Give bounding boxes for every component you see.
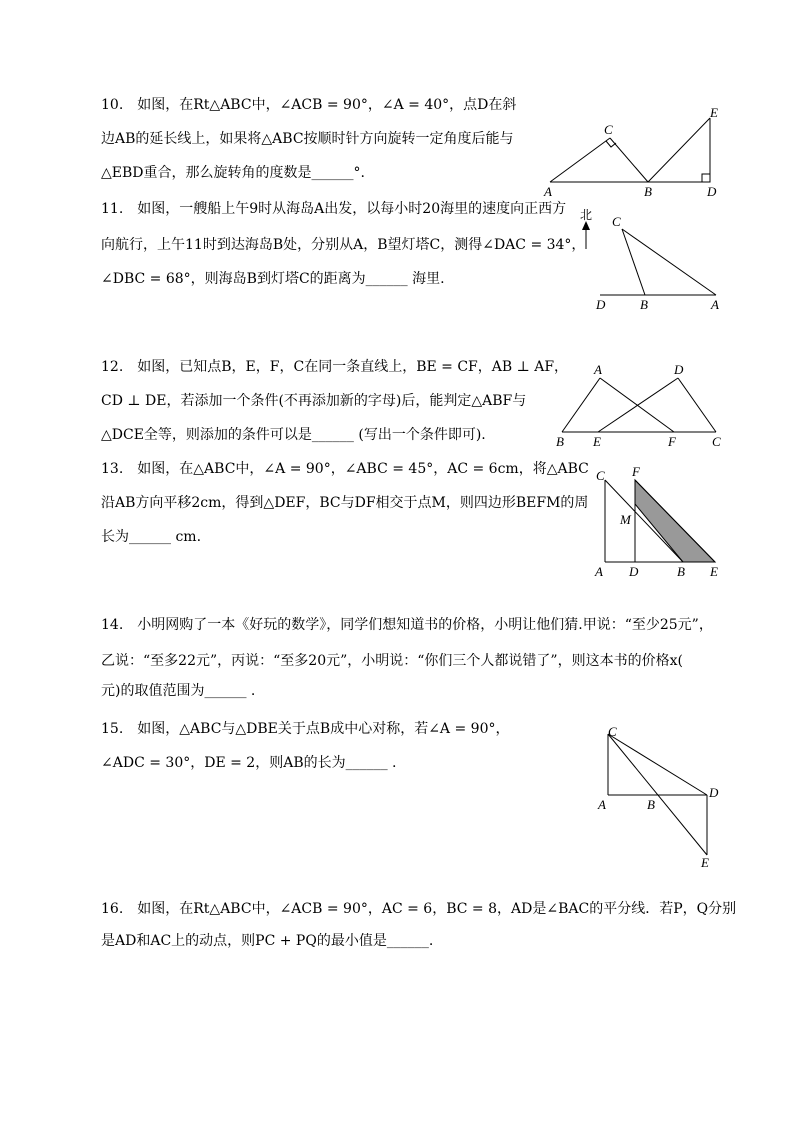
label-e: E <box>701 855 709 870</box>
label-m: M <box>620 512 631 527</box>
problem-13-number: 13. <box>101 461 124 477</box>
problem-10-number: 10. <box>101 97 124 113</box>
label-a: A <box>594 362 602 377</box>
label-b: B <box>647 797 655 812</box>
label-e: E <box>593 434 601 449</box>
label-d: D <box>709 785 719 800</box>
label-f: F <box>668 434 676 449</box>
label-f: F <box>632 464 640 479</box>
problem-11-line-3: ∠DBC = 68°，则海岛B到灯塔C的距离为______ 海里. <box>101 271 445 287</box>
problem-16-line-2: 是AD和AC上的动点，则PC + PQ的最小值是______. <box>101 933 434 949</box>
label-b: B <box>644 184 652 199</box>
label-a: A <box>598 797 606 812</box>
problem-13-line-1: 13. 如图，在△ABC中，∠A = 90°，∠ABC = 45°，AC = 6cm，将△ABC <box>101 461 589 477</box>
label-a: A <box>544 184 552 199</box>
problem-11-line-2: 向航行，上午11时到达海岛B处，分别从A，B望灯塔C，测得∠DAC = 34°， <box>101 237 586 253</box>
label-e: E <box>710 564 718 579</box>
label-b: B <box>640 297 648 312</box>
label-b: B <box>677 564 685 579</box>
north-arrow-icon <box>582 221 590 230</box>
problem-14-line-1: 14. 小明网购了一本《好玩的数学》，同学们想知道书的价格，小明让他们猜.甲说：“至少25元”， <box>101 617 713 633</box>
problem-14-line-3: 元)的取值范围为______ . <box>101 683 256 699</box>
problem-14-line-2: 乙说：“至多22元”，丙说：“至多20元”，小明说：“你们三个人都说错了”，则这本书的价格x( <box>101 653 683 669</box>
figure-problem-15 <box>592 722 732 872</box>
problem-10-line-1: 10. 如图，在Rt△ABC中，∠ACB = 90°，∠A = 40°，点D在斜 <box>101 97 517 113</box>
figure-problem-11 <box>570 205 730 315</box>
label-north: 北 <box>580 208 593 222</box>
problem-13-line-2: 沿AB方向平移2cm，得到△DEF，BC与DF相交于点M，则四边形BEFM的周 <box>101 495 589 511</box>
label-c: C <box>612 214 621 229</box>
problem-11-number: 11. <box>101 201 124 217</box>
problem-15-line-1: 15. 如图，△ABC与△DBE关于点B成中心对称，若∠A = 90°， <box>101 721 510 737</box>
problem-15-line-2: ∠ADC = 30°，DE = 2，则AB的长为______ . <box>101 755 397 771</box>
label-d: D <box>596 297 606 312</box>
problem-12-line-3: △DCE全等，则添加的条件可以是______ (写出一个条件即可). <box>101 427 486 443</box>
label-d: D <box>707 184 717 199</box>
problem-14-number: 14. <box>101 617 124 633</box>
label-c: C <box>608 724 617 739</box>
label-b: B <box>556 434 564 449</box>
label-c: C <box>604 122 613 137</box>
problem-12-number: 12. <box>101 359 124 375</box>
problem-10-line-2: 边AB的延长线上，如果将△ABC按顺时针方向旋转一定角度后能与 <box>101 131 514 147</box>
problem-15-number: 15. <box>101 721 124 737</box>
label-c: C <box>596 468 605 483</box>
problem-10-line-3: △EBD重合，那么旋转角的度数是______°. <box>101 165 365 181</box>
label-d: D <box>674 362 684 377</box>
problem-16-number: 16. <box>101 901 124 917</box>
problem-12-line-1: 12. 如图，已知点B，E，F，C在同一条直线上，BE = CF，AB ⊥ AF， <box>101 359 569 375</box>
label-a: A <box>711 297 719 312</box>
problem-12-line-2: CD ⊥ DE，若添加一个条件(不再添加新的字母)后，能判定△ABF与 <box>101 393 527 409</box>
label-a: A <box>595 564 603 579</box>
label-d: D <box>629 564 639 579</box>
problem-13-line-3: 长为______ cm. <box>101 529 202 545</box>
figure-problem-12 <box>550 360 730 455</box>
figure-problem-13 <box>588 462 728 582</box>
problem-11-line-1: 11. 如图，一艘船上午9时从海岛A出发，以每小时20海里的速度向正西方 <box>101 201 567 217</box>
problem-16-line-1: 16. 如图，在Rt△ABC中，∠ACB = 90°，AC = 6，BC = 8，AD是∠BAC的平分线．若P，Q分别 <box>101 901 737 917</box>
label-e: E <box>710 105 718 120</box>
label-c: C <box>712 434 721 449</box>
figure-problem-10 <box>540 100 730 200</box>
